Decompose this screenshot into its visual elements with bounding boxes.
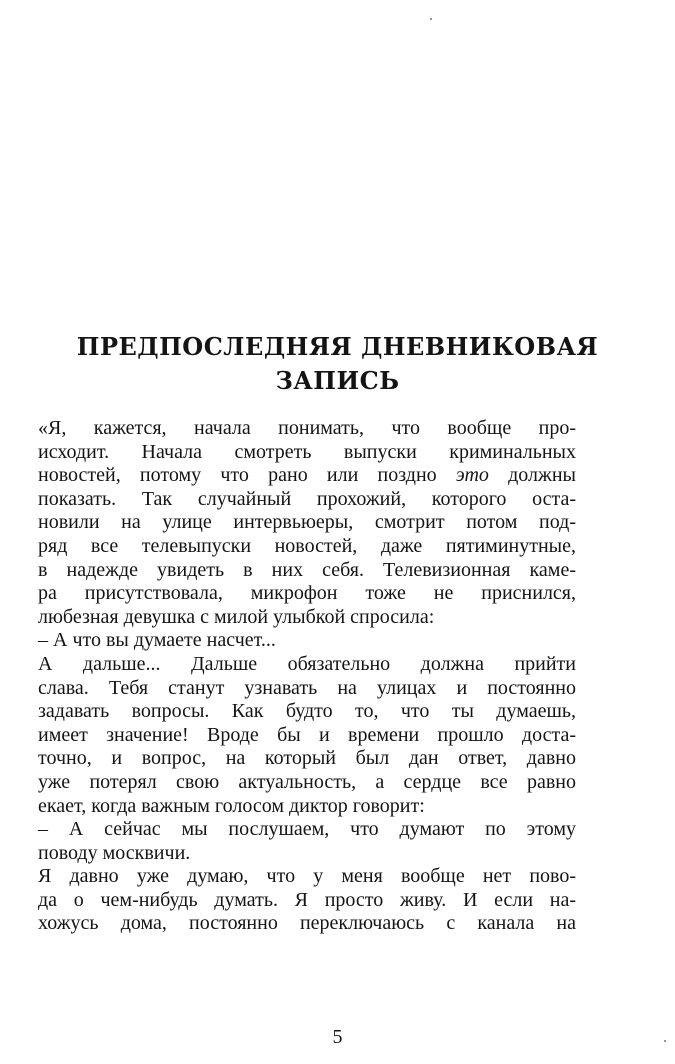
page-number: 5 [332, 1026, 343, 1048]
text-line: да о чем-нибудь думать. Я просто живу. И если на- [38, 888, 576, 911]
text-line: екает, когда важным голосом диктор говорит: [38, 794, 425, 817]
text-line: точно, и вопрос, на который был дан ответ, давно [38, 747, 576, 770]
scan-speck [664, 1040, 666, 1042]
text-line: хожусь дома, постоянно переключаюсь с канала на [38, 912, 576, 935]
text-line: имеет значение! Вроде бы и времени прошло доста- [38, 723, 576, 746]
text-line [38, 464, 576, 488]
text-line: Я давно уже думаю, что у меня вообще нет пово- [38, 865, 576, 888]
scan-speck [430, 18, 432, 20]
chapter-title-line-1: ПРЕДПОСЛЕДНЯЯ ДНЕВНИКОВАЯ [76, 332, 599, 361]
text-line: ряд все телевыпуски новостей, даже пятиминутные, [38, 534, 576, 557]
text-line: показать. Так случайный прохожий, которого оста- [38, 487, 576, 510]
text-line: поводу москвичи. [38, 841, 191, 864]
chapter-title [0, 330, 675, 398]
text-segment: должны [488, 464, 576, 487]
text-line: уже потерял свою актуальность, а сердце все равно [38, 770, 576, 793]
text-line: слава. Тебя станут узнавать на улицах и постоянно [38, 676, 576, 699]
text-segment: исходит. Начала смотреть выпуски криминальных [38, 440, 576, 463]
text-segment: новостей, потому что рано или поздно [38, 464, 456, 487]
text-line: А дальше... Дальше обязательно должна прийти [38, 652, 576, 675]
text-line: ра присутствовала, микрофон тоже не приснился, [38, 582, 576, 605]
emphasis: это [455, 464, 489, 487]
text-line: – А что вы думаете насчет... [38, 629, 276, 652]
text-line [38, 441, 576, 465]
text-line: любезная девушка с милой улыбкой спросила: [38, 605, 435, 628]
text-line: новили на улице интервьюеры, смотрит потом под- [38, 511, 576, 534]
chapter-title-line-2: ЗАПИСЬ [275, 366, 400, 395]
text-line: в надежде увидеть в них себя. Телевизионная каме- [38, 558, 576, 581]
text-line: – А сейчас мы послушаем, что думают по этому [38, 818, 576, 841]
text-line: «Я, кажется, начала понимать, что вообще про- [38, 417, 576, 439]
text-line: задавать вопросы. Как будто то, что ты думаешь, [38, 700, 576, 723]
body-text [38, 417, 576, 936]
